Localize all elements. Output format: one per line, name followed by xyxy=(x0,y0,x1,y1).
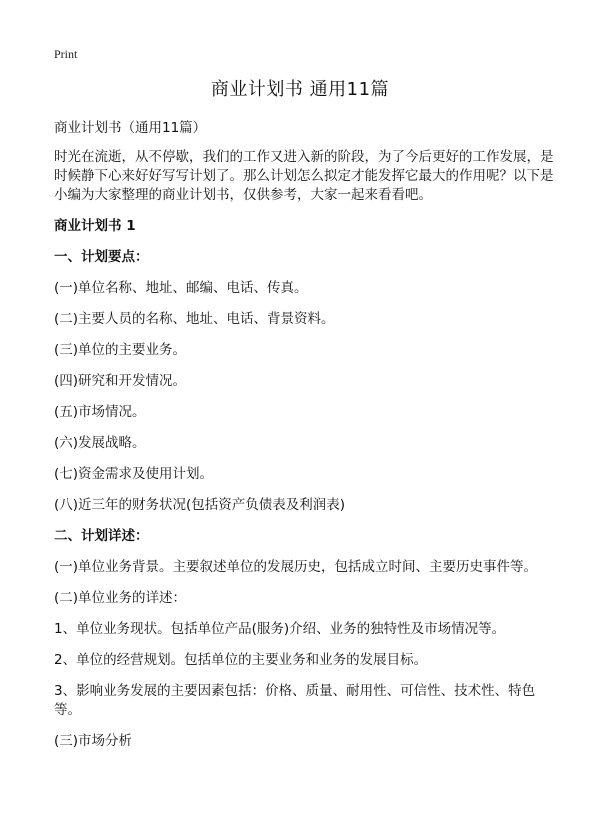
page-title: 商业计划书 通用11篇 xyxy=(210,79,390,100)
part2-heading: 二、计划详述： xyxy=(54,528,149,544)
part1-item-2: (二)主要人员的名称、地址、电话、背景资料。 xyxy=(54,311,335,327)
part2-item-2: (二)单位业务的详述： xyxy=(54,590,187,606)
part1-item-4: (四)研究和开发情况。 xyxy=(54,373,187,389)
section-title: 商业计划书 1 xyxy=(54,218,136,234)
part1-item-7: (七)资金需求及使用计划。 xyxy=(54,466,214,482)
part2-item-1: (一)单位业务背景。主要叙述单位的发展历史，包括成立时间、主要历史事件等。 xyxy=(54,559,538,575)
document-content xyxy=(54,119,554,759)
part1-item-5: (五)市场情况。 xyxy=(54,404,146,420)
part2-item-3: 1、单位业务现状。包括单位产品(服务)介绍、业务的独特性及市场情况等。 xyxy=(54,621,506,637)
intro-paragraph: 时光在流逝，从不停歇，我们的工作又进入新的阶段，为了今后更好的工作发展，是时候静下心来好好写写计划了。那么计划怎么拟定才能发挥它最大的作用呢？以下是小编为大家整理的商业计划书，仅供参考，大家一起来看看吧。 xyxy=(54,149,554,203)
part2-item-5: 3、影响业务发展的主要因素包括：价格、质量、耐用性、可信性、技术性、特色等。 xyxy=(54,683,536,718)
document-subtitle: 商业计划书（通用11篇） xyxy=(54,120,207,136)
part1-item-8: (八)近三年的财务状况(包括资产负债表及利润表) xyxy=(54,497,346,513)
part1-item-6: (六)发展战略。 xyxy=(54,435,146,451)
part1-item-1: (一)单位名称、地址、邮编、电话、传真。 xyxy=(54,280,308,296)
part1-heading: 一、计划要点： xyxy=(54,249,149,265)
part1-item-3: (三)单位的主要业务。 xyxy=(54,342,187,358)
print-link[interactable]: Print xyxy=(54,47,78,61)
part2-item-4: 2、单位的经营规划。包括单位的主要业务和业务的发展目标。 xyxy=(54,652,428,668)
part2-item-6: (三)市场分析 xyxy=(54,733,133,749)
